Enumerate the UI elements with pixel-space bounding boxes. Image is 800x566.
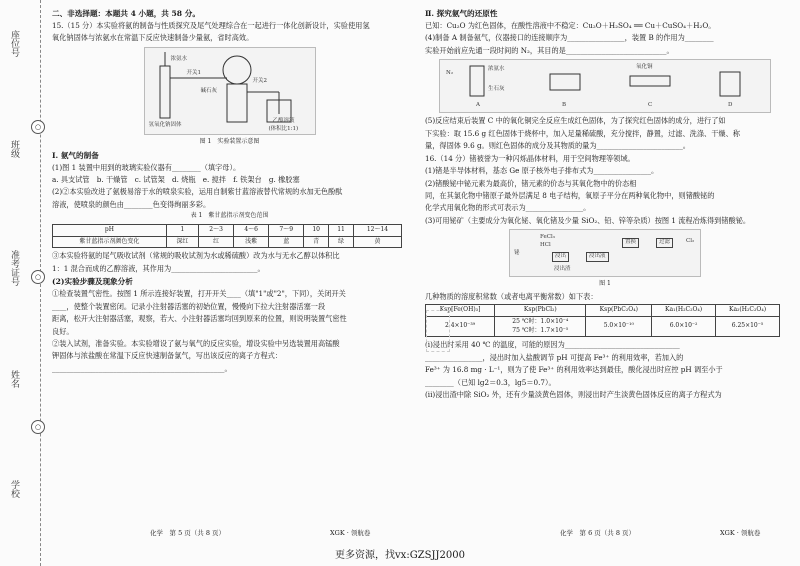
table-cell: 4～6	[234, 225, 269, 237]
fig2-label: A	[476, 102, 480, 109]
table-cell: 1	[166, 225, 198, 237]
q16-line3: (2)锗酸铋中铋元素为最高价，锗元素的价态与其氧化物中的价态相	[425, 178, 637, 188]
q16-line6: (3)可用铋矿（主要成分为氧化铋、氧化锗及少量 SiO₂、铅、锌等杂质）按图 1 流程冶炼得到锗酸铋。	[425, 215, 751, 225]
fig2-label: B	[562, 102, 567, 109]
binding-seat: 座位号	[9, 30, 19, 57]
table-cell: Ksp(PbCl₂)	[495, 305, 586, 317]
binding-exam-no: 准考证号	[9, 250, 19, 286]
fig2-label: N₂	[446, 70, 454, 77]
q2-line1: (2)②本实验改进了氨极易溶于水的喷泉实验，运用自制紫甘蓝溶液替代常规的水加无色酚酞	[52, 187, 343, 197]
figure-1	[144, 47, 316, 135]
table1-caption: 表 1 紫甘蓝指示剂变色范围	[190, 212, 269, 220]
q4-line1: (4)制备 A 制备氨气，仪器接口的连接顺序为________________，装置 B 的作用为________	[425, 33, 714, 43]
step1-line3: 距离，松开大注射器活塞，观察，若大、小注射器活塞均回到原来的位置，则说明装置气密性	[52, 314, 347, 324]
right-page	[425, 8, 785, 403]
table2-intro: 几种物质的溶度积常数（或者电离平衡常数）如下表：	[425, 291, 598, 301]
binding-hole: ○	[31, 120, 45, 134]
step2-line1: ②装入试剂，准备实验。本实验增设了氨与氧气的反应实验，增设实验中另选装置用高锰酸	[52, 339, 340, 348]
table-cell: Ksp[Fe(OH)₃]	[426, 305, 495, 317]
q16-line1: 16.（14 分）锗被誉为一种闪烁晶体材料，用于空间物理等领域。	[425, 153, 635, 163]
qii-line3: ________（已知 lg2＝0.3，lg5＝0.7）。	[425, 377, 556, 387]
q16-line5: 化学式用氧化物的形式可表示为________________。	[425, 203, 591, 213]
q16-line4: 同，在其氯化物中锗原子最外层满足 8 电子结构，氧原子平分在两种氧化物中，则锗酸铋的	[425, 190, 715, 200]
table-cell: 深红	[166, 236, 198, 248]
left-footer-brand: XGK · 领航卷	[330, 529, 371, 537]
step1-line2: ____，使整个装置密闭。记录小注射器活塞的初始位置，慢慢向下拉大注射器活塞一段	[52, 301, 326, 311]
fig1-label: 乙醇溶液	[272, 117, 295, 124]
table-cell: 黄	[353, 236, 401, 248]
binding-name: 姓名	[9, 370, 19, 388]
table-1	[52, 224, 402, 248]
table-row	[426, 317, 780, 337]
left-page	[52, 8, 407, 376]
table-cell: 12～14	[353, 225, 401, 237]
q4-line2: 实验开始前应先通一段时间的 N₂，其目的是____________________________。	[425, 45, 674, 55]
table-cell: Ka₂(H₂C₂O₄)	[716, 305, 780, 317]
q5-line1: (5)反应结束后装置 C 中的氧化铜完全反应生成红色固体，为了探究红色固体的成分，进行了如	[425, 116, 726, 126]
flow-label: 置换	[622, 238, 639, 248]
table-row	[426, 305, 780, 317]
fig1-label: 开关2	[252, 77, 267, 84]
table-cell: 25 ℃时：1.0×10⁻⁴ 75 ℃时：1.7×10⁻⁵	[495, 317, 586, 337]
fig1-label: 开关1	[186, 69, 201, 76]
q5-line2: 下实验：取 15.6 g 红色固体于烧杯中，加入足量稀硫酸，充分搅拌，静置，过滤、洗涤、干燥、称	[425, 128, 740, 138]
fig2-label: 生石灰	[488, 86, 505, 93]
step1-line4: 良好。	[52, 326, 74, 336]
table-cell: Ka₁(H₂C₂O₄)	[652, 305, 716, 317]
right-footer: 化学 第 6 页（共 8 页）	[560, 529, 636, 537]
binding-class: 班级	[9, 140, 19, 158]
fig1-caption: 图 1 实验装置示意图	[199, 137, 260, 145]
table-cell: 蓝	[269, 236, 304, 248]
table-cell: 5.0×10⁻¹⁰	[586, 317, 652, 337]
part3-heading: Ⅱ. 探究氨气的还原性	[425, 9, 498, 18]
q2-line4: 1：1 混合而成的乙醇溶液，其作用为________________________。	[52, 263, 265, 273]
watermark-stamp	[426, 310, 450, 352]
q2-line2: 溶液，使喷泉的颜色由________色变得绚丽多彩。	[52, 199, 211, 209]
known-info: 已知：Cu₂O 为红色固体，在酸性溶液中不稳定：Cu₂O＋H₂SO₄ ══ Cu＋CuSO₄＋H₂O。	[425, 21, 716, 30]
flow-label: 铋	[514, 250, 520, 257]
section-title: 二、非选择题：本题共 4 小题，共 58 分。	[52, 9, 200, 18]
q1: (1)图 1 装置中用到的玻璃实验仪器有________（填字母）。	[52, 162, 241, 172]
table-cell: 7～9	[269, 225, 304, 237]
q2-line3: ③本实验将氨的尾气吸收试剂（常规的吸收试剂为水或稀硫酸）改为水与无水乙醇以体积比	[52, 251, 340, 261]
flow-label: FeCl₃	[540, 234, 555, 241]
table-cell: Ksp(PbC₂O₄)	[586, 305, 652, 317]
qii-line1: ________________，浸出时加入盐酸调节 pH 可提高 Fe³⁺ 的利用效率，若加入的	[425, 352, 684, 362]
table-cell: 6.0×10⁻²	[652, 317, 716, 337]
binding-school: 学校	[9, 480, 19, 498]
flow-label: 浸出渣	[554, 266, 571, 273]
table-cell: 绿	[329, 236, 354, 248]
fig2-label: 氧化铜	[636, 64, 653, 71]
qi-line: (i)浸出时采用 40 ℃ 的温度，可能的原因为________________________________	[425, 340, 680, 350]
figure-2	[439, 59, 771, 113]
flow-label: 浸出液	[586, 252, 609, 262]
q16-line2: (1)锗是半导体材料，基态 Ge 原子核外电子排布式为________________。	[425, 166, 659, 176]
part2-heading: (2)实验步骤及现象分析	[52, 277, 133, 287]
table-cell: 10	[304, 225, 329, 237]
flow-label: 浸出	[552, 252, 569, 262]
right-footer-brand: XGK · 领航卷	[720, 529, 761, 537]
qiii-line: (ii)浸出渣中除 SiO₂ 外，还有少量淡黄色固体，则浸出时产生淡黄色固体反应的离子方程式为	[425, 390, 722, 400]
binding-hole: ○	[31, 420, 45, 434]
qii-line2: Fe³⁺ 为 16.8 mg · L⁻¹，则为了使 Fe³⁺ 的利用效率达到最佳，酸化浸出时应控 pH 调至小于	[425, 365, 723, 375]
table-row	[53, 225, 402, 237]
binding-margin	[0, 0, 41, 566]
fig1-label: (体积比1:1)	[268, 125, 299, 132]
flow-label: 过滤	[656, 238, 673, 248]
fig2-label: D	[728, 102, 733, 109]
fig2-label: C	[648, 102, 653, 109]
step2-line2: 钾固体与浓盐酸在常温下反应快速制备氯气，写出该反应的离子方程式：	[52, 351, 283, 361]
left-footer: 化学 第 5 页（共 8 页）	[150, 529, 226, 537]
fig1-label: 氢氧化钠固体	[148, 121, 182, 128]
step1-line1: ①检查装置气密性。按图 1 所示连接好装置，打开开关____（填"1"或"2"，下同），关闭开关	[52, 289, 346, 299]
fig1-label: 碱石灰	[200, 87, 218, 94]
table-cell: 2～3	[199, 225, 234, 237]
table-cell: 青	[304, 236, 329, 248]
fig1-label: 浓氨水	[170, 55, 188, 62]
bottom-banner: 更多资源，找vx:GZSJJ2000	[335, 550, 465, 561]
table-cell: 6.25×10⁻⁵	[716, 317, 780, 337]
table-cell: 浅紫	[234, 236, 269, 248]
q1-options: a. 具支试管 b. 干燥管 c. 试管架 d. 烧瓶 e. 搅拌 f. 铁架台 g. 橡胶塞	[52, 175, 300, 184]
q15-intro-2: 氧化钠固体与浓氨水在常温下反应快速制备少量氨，省时高效。	[52, 33, 254, 43]
table-cell: pH	[53, 225, 167, 237]
table-2	[425, 304, 780, 337]
table-cell: 红	[199, 236, 234, 248]
flow-label: Cl₂	[686, 238, 695, 245]
flow-diagram	[509, 229, 701, 277]
table-cell: 11	[329, 225, 354, 237]
fig2-label: 浓氨水	[488, 66, 505, 73]
q15-intro-1: 15.（15 分）本实验将氨的制备与性质探究及尾气处理综合在一起进行一体化创新设计，实验使用氢	[52, 21, 370, 30]
table-row	[53, 236, 402, 248]
step2-line3: ________________________________________________。	[52, 363, 232, 373]
binding-hole: ○	[31, 270, 45, 284]
fig3-caption: 图 1	[599, 280, 611, 288]
flow-label: HCl	[540, 242, 551, 249]
part1-heading: Ⅰ. 氨气的制备	[52, 150, 99, 160]
table-cell: 紫甘蓝指示剂颜色变化	[53, 236, 167, 248]
table-cell: 2.4×10⁻³⁹	[426, 317, 495, 337]
q5-line3: 量，得固体 9.6 g。则红色固体的成分及其物质的量为________________________。	[425, 141, 690, 151]
